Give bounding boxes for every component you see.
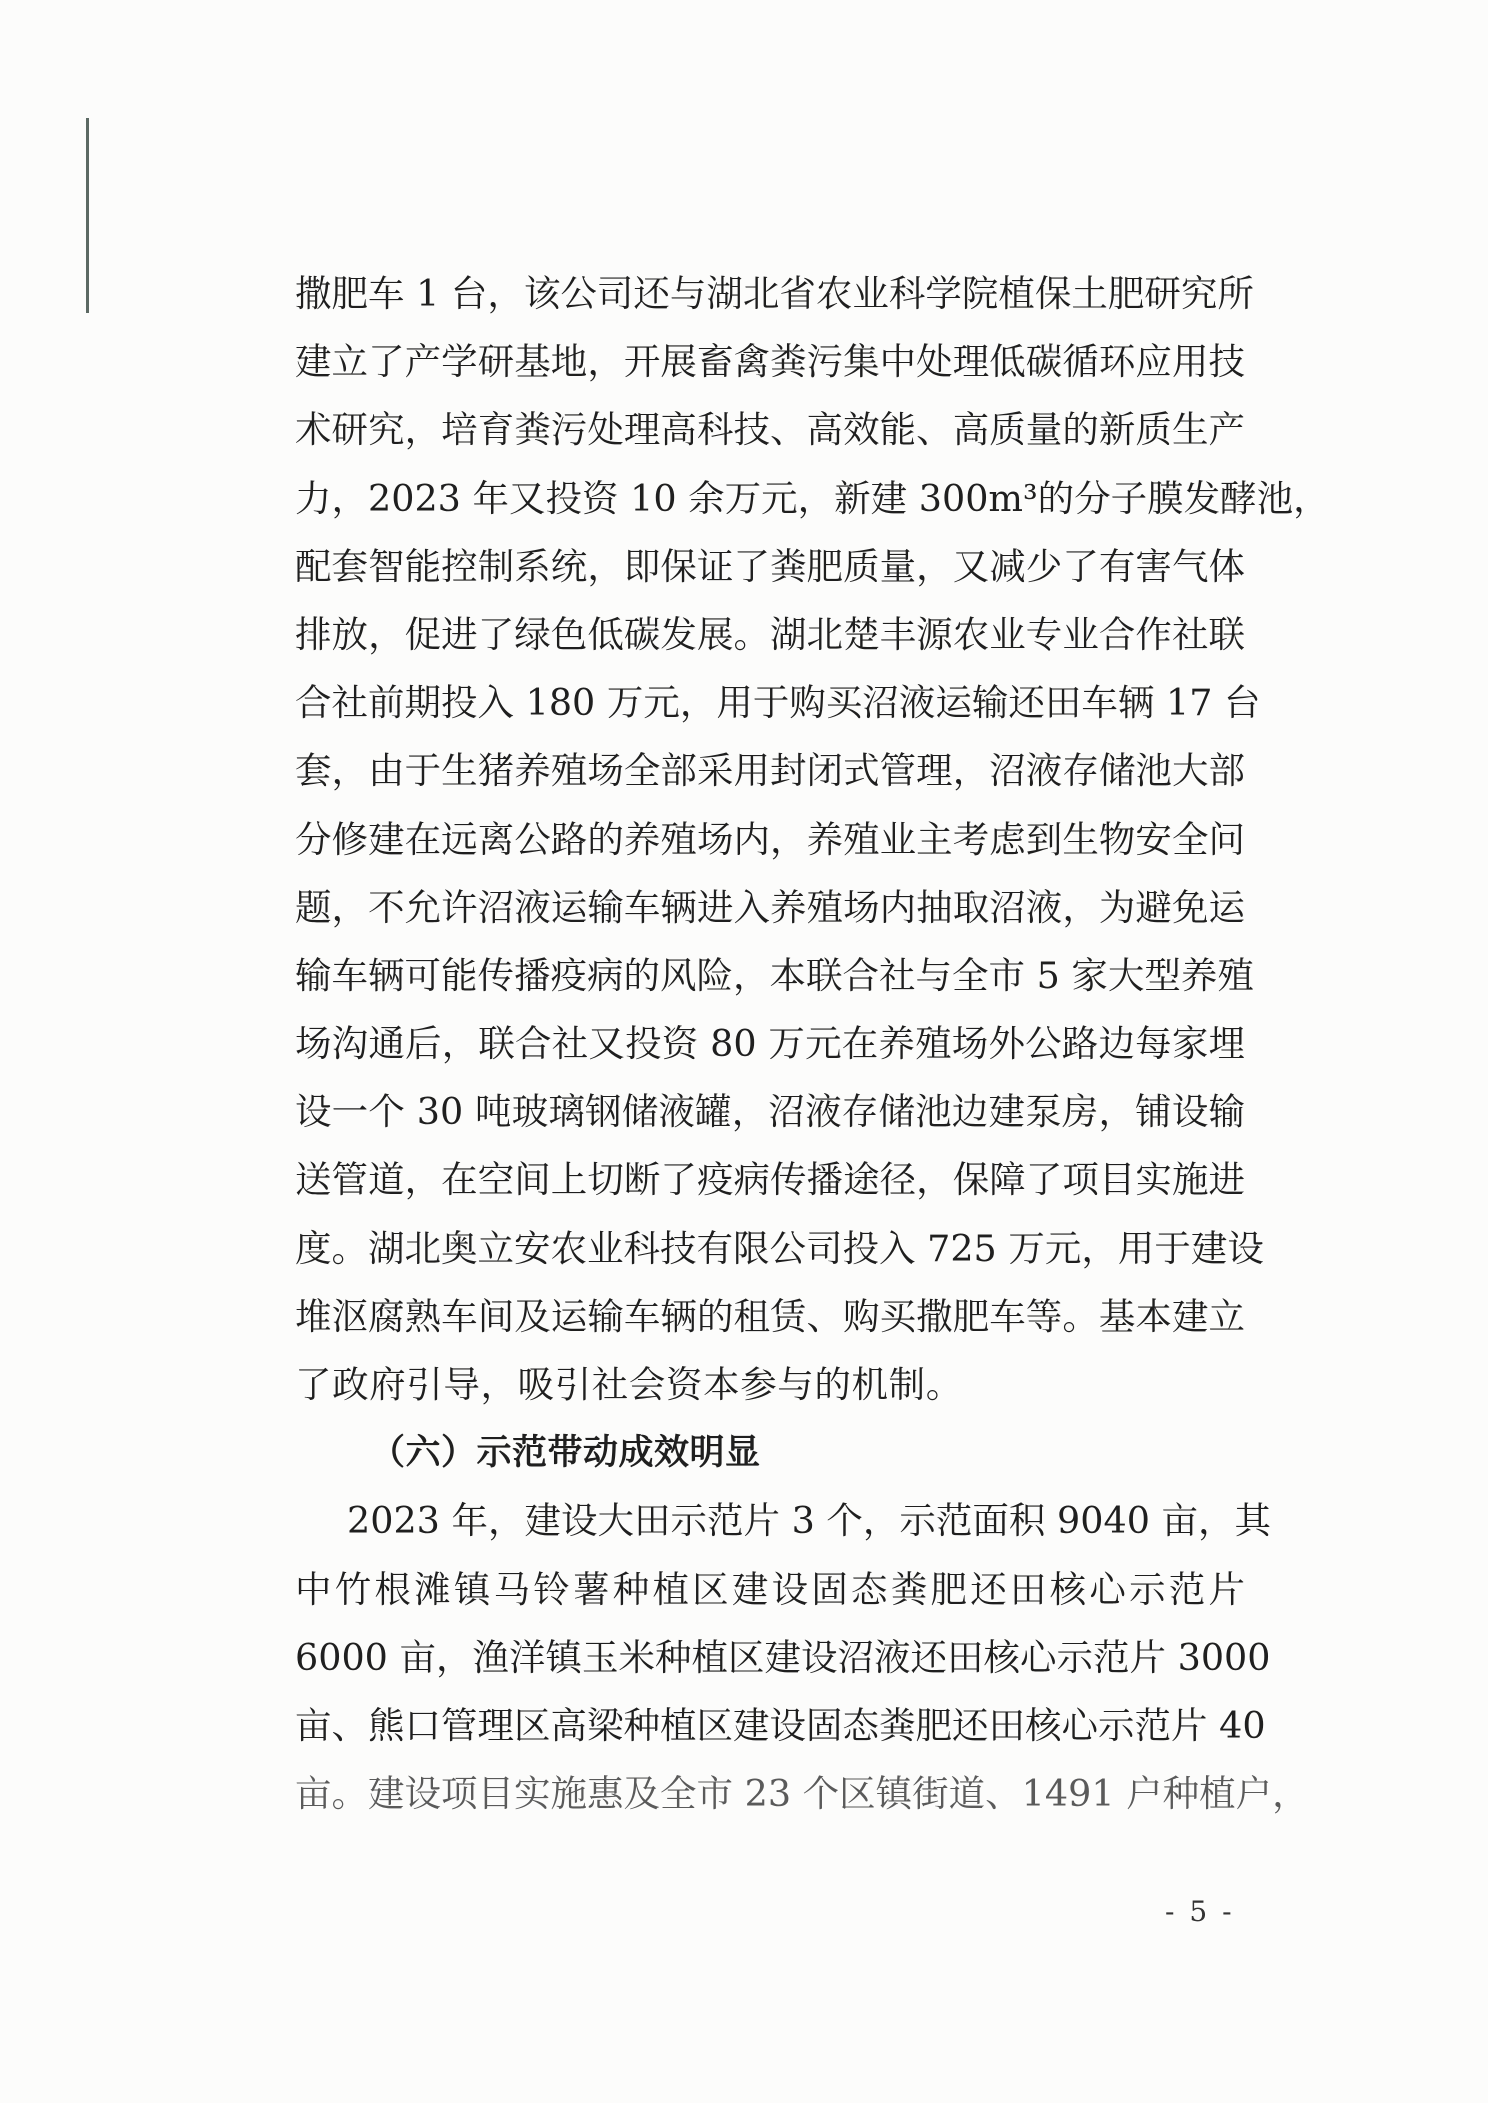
paragraph-line: 输车辆可能传播疫病的风险，本联合社与全市 5 家大型养殖: [295, 953, 1254, 997]
paragraph-line: 套，由于生猪养殖场全部采用封闭式管理，沼液存储池大部: [295, 749, 1245, 793]
paragraph-line: 分修建在远离公路的养殖场内，养殖业主考虑到生物安全问: [295, 817, 1245, 861]
paragraph-line: 术研究，培育粪污处理高科技、高效能、高质量的新质生产: [295, 408, 1245, 452]
paragraph-line: 撒肥车 1 台，该公司还与湖北省农业科学院植保土肥研究所: [295, 272, 1254, 315]
paragraph-line: 合社前期投入 180 万元，用于购买沼液运输还田车辆 17 台: [295, 681, 1261, 725]
paragraph-line: 送管道，在空间上切断了疫病传播途径，保障了项目实施进: [295, 1158, 1245, 1202]
paragraph-line: 场沟通后，联合社又投资 80 万元在养殖场外公路边每家埋: [295, 1022, 1245, 1066]
paragraph-line: 配套智能控制系统，即保证了粪肥质量，又减少了有害气体: [295, 544, 1245, 588]
section-heading: （六）示范带动成效明显: [370, 1433, 761, 1474]
section-paragraph-line: 中竹根滩镇马铃薯种植区建设固态粪肥还田核心示范片: [295, 1567, 1245, 1611]
paragraph-line: 度。湖北奥立安农业科技有限公司投入 725 万元，用于建设: [295, 1226, 1264, 1270]
paragraph-line: 排放，促进了绿色低碳发展。湖北楚丰源农业专业合作社联: [295, 612, 1245, 656]
paragraph-line: 建立了产学研基地，开展畜禽粪污集中处理低碳循环应用技: [295, 340, 1245, 384]
paragraph-line: 堆沤腐熟车间及运输车辆的租赁、购买撒肥车等。基本建立: [295, 1294, 1245, 1338]
body-text: [295, 260, 1330, 1828]
binding-edge-mark: [86, 118, 89, 313]
paragraph-line: 题，不允许沼液运输车辆进入养殖场内抽取沼液，为避免运: [295, 885, 1245, 929]
paragraph-line: 设一个 30 吨玻璃钢储液罐，沼液存储池边建泵房，铺设输: [295, 1090, 1245, 1134]
section-paragraph-line: 亩。建设项目实施惠及全市 23 个区镇街道、1491 户种植户，: [295, 1772, 1309, 1816]
section-paragraph-line: 2023 年，建设大田示范片 3 个，示范面积 9040 亩，其: [347, 1499, 1272, 1543]
paragraph-line: 了政府引导，吸引社会资本参与的机制。: [295, 1363, 963, 1406]
page-number: - 5 -: [1165, 1895, 1235, 1928]
paragraph-line: 力，2023 年又投资 10 余万元，新建 300m³的分子膜发酵池，: [295, 476, 1330, 520]
section-paragraph-line: 亩、熊口管理区高梁种植区建设固态粪肥还田核心示范片 40: [295, 1703, 1266, 1747]
section-paragraph-line: 6000 亩，渔洋镇玉米种植区建设沼液还田核心示范片 3000: [295, 1635, 1271, 1679]
